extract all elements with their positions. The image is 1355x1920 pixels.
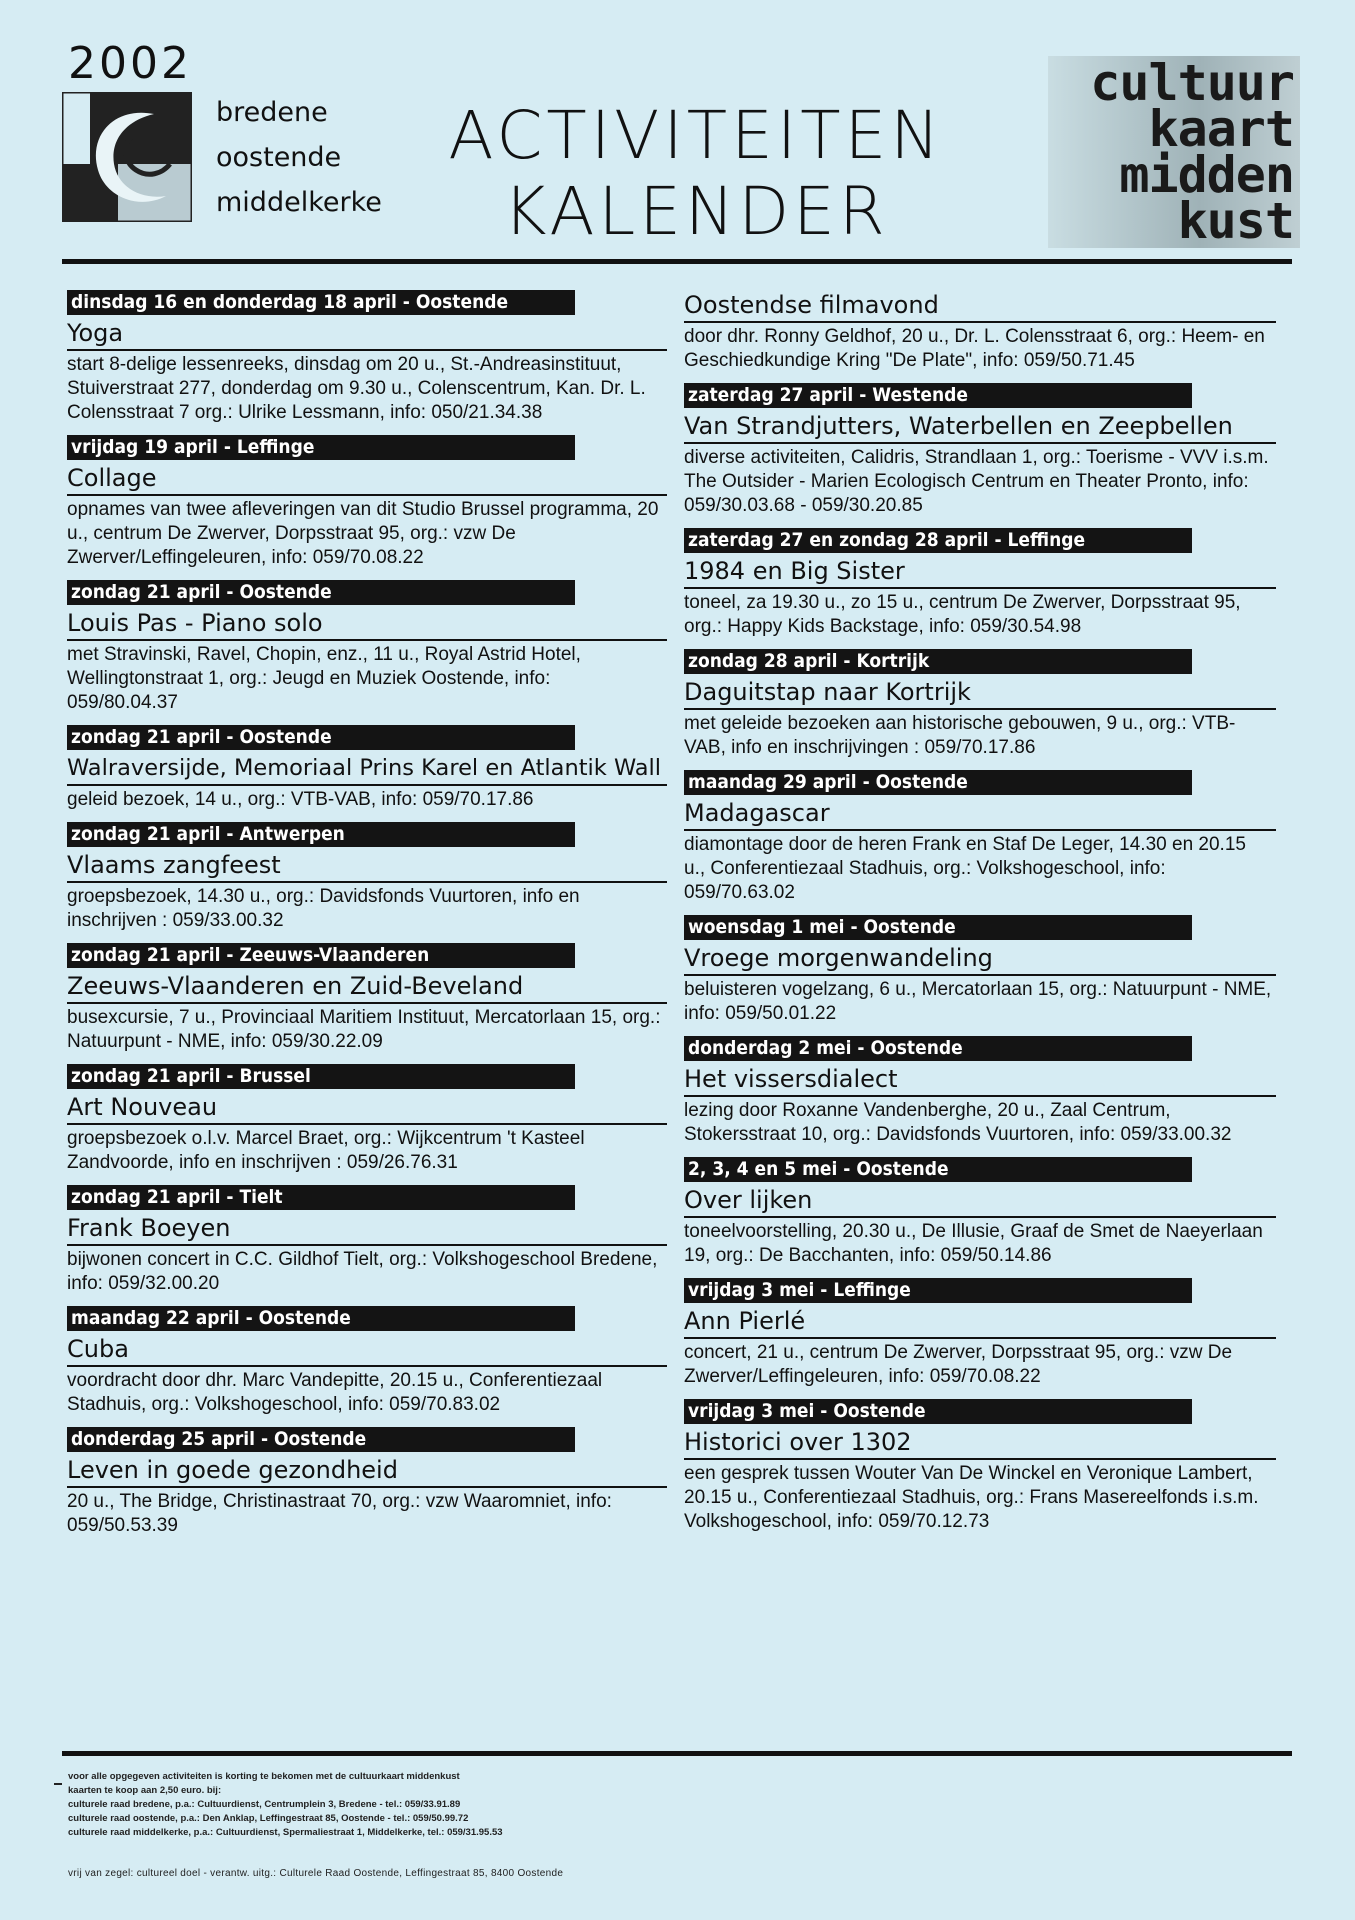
event-description: busexcursie, 7 u., Provinciaal Maritiem Instituut, Mercatorlaan 15, org.: Natuurpunt - NME, info: 059/30.22.09 (67, 1007, 661, 1052)
event-description: diamontage door de heren Frank en Staf De Leger, 14.30 en 20.15 u., Conferentiezaal Stadhuis, org.: Volkshogeschool, info: 059/70.63.02 (684, 834, 1246, 903)
event-item (67, 943, 667, 1054)
event-date-banner: vrijdag 3 mei - Oostende (684, 1399, 1192, 1424)
event-date-banner: zondag 21 april - Brussel (67, 1064, 575, 1089)
event-description: bijwonen concert in C.C. Gildhof Tielt, org.: Volkshogeschool Bredene, info: 059/32.00.20 (67, 1249, 658, 1294)
event-item (684, 383, 1276, 518)
footnote-line: kaarten te koop aan 2,50 euro. bij: (68, 1785, 222, 1796)
event-item (67, 290, 667, 425)
event-title: Frank Boeyen (67, 1213, 667, 1246)
event-title: Madagascar (684, 798, 1276, 831)
page-title (446, 98, 946, 250)
events-column-left (67, 290, 667, 1548)
publisher-credit: vrij van zegel: cultureel doel - verantw. uitg.: Culturele Raad Oostende, Leffingestraat 85, 8400 Oostende (68, 1868, 564, 1879)
cultuurkaart-logo (1048, 56, 1300, 248)
event-date-banner: zondag 28 april - Kortrijk (684, 649, 1192, 674)
event-date-banner: zondag 21 april - Oostende (67, 580, 575, 605)
town-middelkerke: middelkerke (216, 187, 382, 218)
event-item (684, 528, 1276, 639)
event-title: Art Nouveau (67, 1092, 667, 1125)
event-date-banner: zaterdag 27 april - Westende (684, 383, 1192, 408)
page-header (0, 0, 1355, 260)
event-description: een gesprek tussen Wouter Van De Winckel en Veronique Lambert, 20.15 u., Conferentiezaal Stadhuis, org.: Frans Masereelfonds i.s.m. Volkshogeschool, info: 059/70.12.73 (684, 1463, 1259, 1532)
event-item (684, 1278, 1276, 1389)
event-item (67, 1306, 667, 1417)
event-title: Collage (67, 463, 667, 496)
title-line-1: ACTIVITEITEN (448, 97, 944, 174)
event-title: Zeeuws-Vlaanderen en Zuid-Beveland (67, 971, 667, 1004)
event-description: met geleide bezoeken aan historische gebouwen, 9 u., org.: VTB-VAB, info en inschrijvingen : 059/70.17.86 (684, 713, 1236, 758)
event-description: voordracht door dhr. Marc Vandepitte, 20.15 u., Conferentiezaal Stadhuis, org.: Volkshogeschool, info: 059/70.83.02 (67, 1370, 603, 1415)
event-item (67, 1185, 667, 1296)
event-description: door dhr. Ronny Geldhof, 20 u., Dr. L. Colensstraat 6, org.: Heem- en Geschiedkundige Kring "De Plate", info: 059/50.71.45 (684, 326, 1265, 371)
event-date-banner: maandag 29 april - Oostende (684, 770, 1192, 795)
event-date-banner: donderdag 25 april - Oostende (67, 1427, 575, 1452)
event-date-banner: zaterdag 27 en zondag 28 april - Leffinge (684, 528, 1192, 553)
event-description: 20 u., The Bridge, Christinastraat 70, org.: vzw Waaromniet, info: 059/50.53.39 (67, 1491, 612, 1536)
event-title: Oostendse filmavond (684, 290, 1276, 323)
event-item (684, 649, 1276, 760)
event-description: met Stravinski, Ravel, Chopin, enz., 11 u., Royal Astrid Hotel, Wellingtonstraat 1, org.: Jeugd en Muziek Oostende, info: 059/80.04.37 (67, 644, 581, 713)
cultuurkaart-word-2: kaart (1148, 100, 1294, 158)
event-title: Walraversijde, Memoriaal Prins Karel en Atlantik Wall (67, 753, 667, 786)
event-title: Leven in goede gezondheid (67, 1455, 667, 1488)
event-title: Van Strandjutters, Waterbellen en Zeepbellen (684, 411, 1276, 444)
event-date-banner: zondag 21 april - Tielt (67, 1185, 575, 1210)
event-title: Daguitstap naar Kortrijk (684, 677, 1276, 710)
town-oostende: oostende (216, 142, 342, 173)
event-title: Cuba (67, 1334, 667, 1367)
event-date-banner: dinsdag 16 en donderdag 18 april - Oostende (67, 290, 575, 315)
event-item (67, 435, 667, 570)
event-title: 1984 en Big Sister (684, 556, 1276, 589)
event-date-banner: maandag 22 april - Oostende (67, 1306, 575, 1331)
event-item (684, 1399, 1276, 1534)
event-date-banner: vrijdag 3 mei - Leffinge (684, 1278, 1192, 1303)
event-date-banner: zondag 21 april - Antwerpen (67, 822, 575, 847)
event-item (67, 725, 667, 812)
event-item (684, 1157, 1276, 1268)
cultuurkaart-word-3: midden (1119, 146, 1294, 204)
footnote (68, 1770, 503, 1840)
event-item (67, 1427, 667, 1538)
event-description: geleid bezoek, 14 u., org.: VTB-VAB, info: 059/70.17.86 (67, 789, 534, 810)
event-date-banner: woensdag 1 mei - Oostende (684, 915, 1192, 940)
cultuurkaart-word-4: kust (1177, 192, 1294, 250)
event-title: Vroege morgenwandeling (684, 943, 1276, 976)
event-description: groepsbezoek, 14.30 u., org.: Davidsfonds Vuurtoren, info en inschrijven : 059/33.00.32 (67, 886, 580, 931)
title-line-2: KALENDER (503, 173, 889, 250)
event-item (684, 1036, 1276, 1147)
event-description: lezing door Roxanne Vandenberghe, 20 u., Zaal Centrum, Stokersstraat 10, org.: Davidsfonds Vuurtoren, info: 059/33.00.32 (684, 1100, 1232, 1145)
event-title: Het vissersdialect (684, 1064, 1276, 1097)
event-title: Over lijken (684, 1185, 1276, 1218)
footnote-line: culturele raad bredene, p.a.: Cultuurdienst, Centrumplein 3, Bredene - tel.: 059/33.91.89 (68, 1799, 461, 1810)
event-date-banner: 2, 3, 4 en 5 mei - Oostende (684, 1157, 1192, 1182)
event-title: Historici over 1302 (684, 1427, 1276, 1460)
event-item (684, 770, 1276, 905)
event-date-banner: zondag 21 april - Zeeuws-Vlaanderen (67, 943, 575, 968)
event-item (67, 822, 667, 933)
event-item (684, 290, 1276, 373)
event-title: Louis Pas - Piano solo (67, 608, 667, 641)
event-description: toneelvoorstelling, 20.30 u., De Illusie, Graaf de Smet de Naeyerlaan 19, org.: De Bacchanten, info: 059/50.14.86 (684, 1221, 1263, 1266)
logo-icon (62, 92, 192, 222)
event-item (67, 1064, 667, 1175)
event-date-banner: zondag 21 april - Oostende (67, 725, 575, 750)
cultuurkaart-word-1: cultuur (1090, 54, 1294, 112)
footnote-line: voor alle opgegeven activiteiten is korting te bekomen met de cultuurkaart middenkust (68, 1771, 460, 1782)
event-description: concert, 21 u., centrum De Zwerver, Dorpsstraat 95, org.: vzw De Zwerver/Leffingeleuren, info: 059/70.08.22 (684, 1342, 1233, 1387)
event-date-banner: donderdag 2 mei - Oostende (684, 1036, 1192, 1061)
event-description: toneel, za 19.30 u., zo 15 u., centrum De Zwerver, Dorpsstraat 95, org.: Happy Kids Backstage, info: 059/30.54.98 (684, 592, 1241, 637)
event-date-banner: vrijdag 19 april - Leffinge (67, 435, 575, 460)
event-description: groepsbezoek o.l.v. Marcel Braet, org.: Wijkcentrum 't Kasteel Zandvoorde, info en inschrijven : 059/26.76.31 (67, 1128, 585, 1173)
event-description: opnames van twee afleveringen van dit Studio Brussel programma, 20 u., centrum De Zwerver, Dorpsstraat 95, org.: vzw De Zwerver/Leffingeleuren, info: 059/70.08.22 (67, 499, 659, 568)
town-bredene: bredene (216, 97, 328, 128)
event-title: Yoga (67, 318, 667, 351)
footnote-line: culturele raad middelkerke, p.a.: Cultuurdienst, Spermaliestraat 1, Middelkerke, tel.: 059/31.95.53 (68, 1827, 503, 1838)
event-description: diverse activiteiten, Calidris, Strandlaan 1, org.: Toerisme - VVV i.s.m. The Outsider - Marien Ecologisch Centrum en Theater Pronto, info: 059/30.03.68 - 059/30.20.85 (684, 447, 1269, 516)
header-divider (62, 259, 1292, 264)
margin-mark (54, 1783, 62, 1785)
event-item (684, 915, 1276, 1026)
footer-divider (62, 1751, 1292, 1756)
event-description: start 8-delige lessenreeks, dinsdag om 20 u., St.-Andreasinstituut, Stuiverstraat 277, donderdag om 9.30 u., Colenscentrum, Kan. Dr. L. Colensstraat 7 org.: Ulrike Lessmann, info: 050/21.34.38 (67, 354, 646, 423)
events-column-right (684, 290, 1276, 1544)
event-title: Vlaams zangfeest (67, 850, 667, 883)
event-item (67, 580, 667, 715)
footnote-line: culturele raad oostende, p.a.: Den Anklap, Leffingestraat 85, Oostende - tel.: 059/50.99.72 (68, 1813, 469, 1824)
year: 2002 (68, 38, 192, 89)
event-title: Ann Pierlé (684, 1306, 1276, 1339)
event-description: beluisteren vogelzang, 6 u., Mercatorlaan 15, org.: Natuurpunt - NME, info: 059/50.01.22 (684, 979, 1272, 1024)
town-list (216, 90, 382, 225)
